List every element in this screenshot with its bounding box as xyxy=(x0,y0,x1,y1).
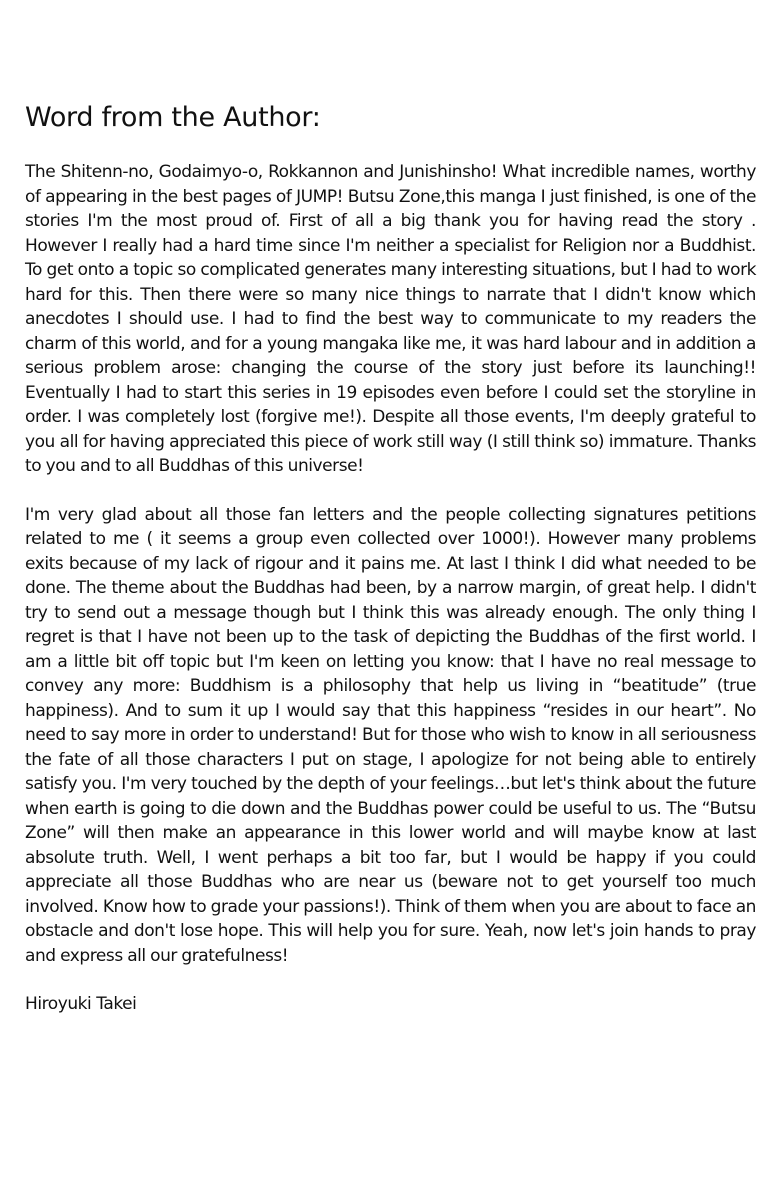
author-note xyxy=(25,100,756,1017)
page-title: Word from the Author: xyxy=(25,102,321,133)
paragraph-1: The Shitenn-no, Godaimyo-o, Rokkannon and Junishinsho! What incredible names, worthy of appearing in the best pages of JUMP! Butsu Zone,this manga I just finished, is one of the stories I'm the most proud of. First of all a big thank you for having read the story . However I really had a hard time since I'm neither a specialist for Religion nor a Buddhist. To get onto a topic so complicated generates many interesting situations, but I had to work hard for this. Then there were so many nice things to narrate that I didn't know which anecdotes I should use. I had to find the best way to communicate to my readers the charm of this world, and for a young mangaka like me, it was hard labour and in addition a serious problem arose: changing the course of the story just before its launching!! Eventually I had to start this series in 19 episodes even before I could set the storyline in order. I was completely lost (forgive me!). Despite all those events, I'm deeply grateful to you all for having appreciated this piece of work still way (I still think so) immature. Thanks to you and to all Buddhas of this universe! xyxy=(25,162,756,476)
paragraph-2: I'm very glad about all those fan letters and the people collecting signatures petitions related to me ( it seems a group even collected over 1000!). However many problems exits because of my lack of rigour and it pains me. At last I think I did what needed to be done. The theme about the Buddhas had been, by a narrow margin, of great help. I didn't try to send out a message though but I think this was already enough. The only thing I regret is that I have not been up to the task of depicting the Buddhas of the first world. I am a little bit off topic but I'm keen on letting you know: that I have no real message to convey any more: Buddhism is a philosophy that help us living in “beatitude” (true happiness). And to sum it up I would say that this happiness “resides in our heart”. No need to say more in order to understand! But for those who wish to know in all seriousness the fate of all those characters I put on stage, I apologize for not being able to entirely satisfy you. I'm very touched by the depth of your feelings…but let's think about the future when earth is going to die down and the Buddhas power could be useful to us. The “Butsu Zone” will then make an appearance in this lower world and will maybe know at last absolute truth. Well, I went perhaps a bit too far, but I would be happy if you could appreciate all those Buddhas who are near us (beware not to get yourself too much involved. Know how to grade your passions!). Think of them when you are about to face an obstacle and don't lose hope. This will help you for sure. Yeah, now let's join hands to pray and express all our gratefulness! xyxy=(25,504,756,966)
author-signature: Hiroyuki Takei xyxy=(25,994,137,1014)
